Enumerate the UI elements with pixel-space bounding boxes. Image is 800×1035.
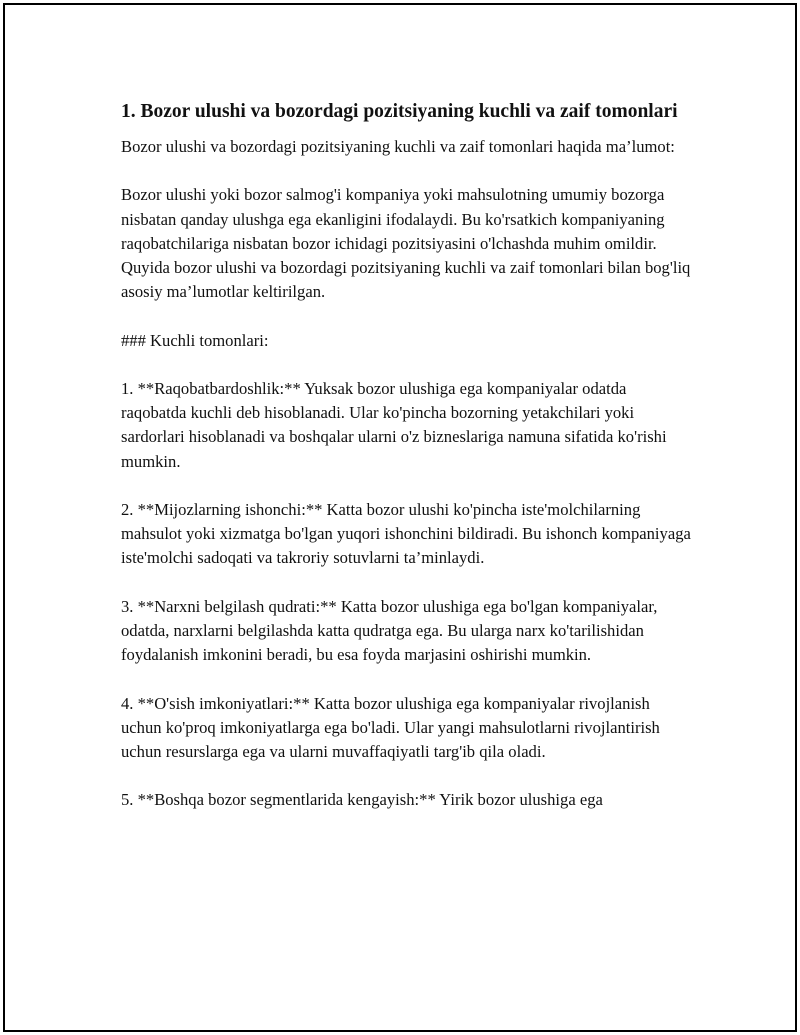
list-item: 5. **Boshqa bozor segmentlarida kengayish:** Yirik bozor ulushiga ega — [121, 790, 603, 810]
section-heading: 1. Bozor ulushi va bozordagi pozitsiyaning kuchli va zaif tomonlari — [121, 101, 678, 122]
overview-paragraph: Bozor ulushi yoki bozor salmog'i kompaniya yoki mahsulotning umumiy bozorga nisbatan qanday ulushga ega ekanligini ifodalaydi. Bu ko'rsatkich kompaniyaning raqobatchilariga nisbatan bozor ichidagi pozitsiyasini o'lchashda muhim omildir. Quyida bozor ulushi va bozordagi pozitsiyaning kuchli va zaif tomonlari bilan bog'liq asosiy ma’lumotlar keltirilgan. — [121, 185, 691, 302]
strengths-subheading: ### Kuchli tomonlari: — [121, 330, 269, 350]
list-item: 1. **Raqobatbardoshlik:** Yuksak bozor ulushiga ega kompaniyalar odatda raqobatda kuchli deb hisoblanadi. Ular ko'pincha bozorning yetakchilari yoki sardorlari hisoblanadi va boshqalar ularni o'z bizneslariga namuna sifatida ko'rishi mumkin. — [121, 378, 667, 471]
list-item: 3. **Narxni belgilash qudrati:** Katta bozor ulushiga ega bo'lgan kompaniyalar, odatda, narxlarni belgilashda katta qudratga ega. Bu ularga narx ko'tarilishidan foydalanish imkonini beradi, bu esa foyda marjasini oshirishi mumkin. — [121, 596, 658, 665]
list-item: 4. **O'sish imkoniyatlari:** Katta bozor ulushiga ega kompaniyalar rivojlanish uchun ko'proq imkoniyatlarga ega bo'ladi. Ular yangi mahsulotlarni rivojlantirish uchun resurslarga ega va ularni muvaffaqiyatli targ'ib qila oladi. — [121, 693, 660, 761]
document-body — [121, 99, 691, 837]
list-item: 2. **Mijozlarning ishonchi:** Katta bozor ulushi ko'pincha iste'molchilarning mahsulot yoki xizmatga bo'lgan yuqori ishonchini bildiradi. Bu ishonch kompaniyaga iste'molchi sadoqati va takroriy sotuvlarni ta’minlaydi. — [121, 499, 691, 568]
intro-paragraph: Bozor ulushi va bozordagi pozitsiyaning kuchli va zaif tomonlari haqida ma’lumot: — [121, 137, 675, 156]
page-frame — [3, 3, 797, 1032]
